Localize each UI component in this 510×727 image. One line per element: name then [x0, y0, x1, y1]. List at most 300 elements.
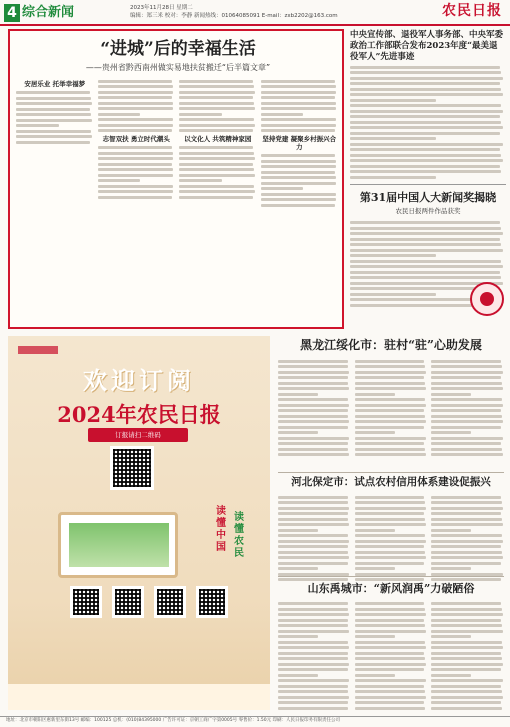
featured-subtitle: ——贵州省黔西南州做实易地扶贫搬迁“后半篇文章” [85, 63, 271, 72]
text-line [350, 176, 436, 179]
text-line [278, 545, 348, 548]
article-title: 山东禹城市：“新风润禹”力破陋俗 [307, 582, 475, 595]
text-line [179, 118, 254, 121]
text-line [179, 157, 255, 160]
text-line [431, 448, 501, 451]
text-line [261, 80, 335, 83]
text-line [355, 540, 426, 543]
article-yucheng[interactable] [278, 582, 504, 712]
article-title: 黑龙江绥化市：驻村“驻”心助发展 [300, 338, 482, 352]
text-line [350, 276, 501, 279]
text-line [431, 371, 502, 374]
text-line [355, 387, 426, 390]
text-line [350, 232, 503, 235]
text-line [431, 696, 502, 699]
text-line [431, 545, 501, 548]
text-line [431, 567, 471, 570]
text-line [278, 420, 349, 423]
text-line [350, 126, 503, 129]
text-line [278, 398, 348, 401]
text-line [278, 608, 348, 611]
text-line [350, 154, 501, 157]
text-line [431, 619, 501, 622]
text-line [179, 129, 253, 132]
text-line [278, 501, 348, 504]
text-line [350, 82, 500, 85]
text-line [179, 168, 254, 171]
article-body [278, 600, 504, 712]
text-line [278, 562, 348, 565]
text-line [278, 641, 348, 644]
article-body [278, 493, 504, 585]
text-line [350, 260, 501, 263]
text-line [278, 393, 318, 396]
promo-year-title: 2024年农民日报 [57, 402, 221, 427]
text-line [350, 293, 436, 296]
veterans-headline[interactable]: 中央宣传部、退役军人事务部、中央军委政治工作部联合发布2023年度“最美退役军人”先进事迹 [350, 30, 504, 62]
text-line [431, 646, 502, 649]
text-line [278, 619, 348, 622]
text-line [350, 99, 436, 102]
text-line [355, 431, 395, 434]
text-line [278, 453, 349, 456]
text-line [355, 657, 425, 660]
promo-vertical-slogans [214, 506, 256, 576]
text-line [350, 71, 501, 74]
text-line [179, 96, 253, 99]
text-line [261, 118, 336, 121]
masthead-logo: 农民日报 [442, 3, 502, 19]
text-line [355, 635, 395, 638]
header-meta [130, 4, 380, 20]
text-line [431, 540, 502, 543]
divider [278, 576, 504, 577]
text-line [278, 529, 318, 532]
text-line [98, 129, 172, 132]
phone-illustration-icon [58, 512, 178, 578]
promo-slogan: 读懂农民 [234, 512, 244, 559]
text-line [278, 567, 318, 570]
qr-code-icon[interactable] [112, 586, 144, 618]
text-line [179, 190, 255, 193]
text-line [261, 129, 335, 132]
text-line [431, 398, 501, 401]
text-line [350, 271, 500, 274]
text-line [278, 646, 349, 649]
section-title: 综合新闻 [22, 5, 75, 20]
text-line [278, 442, 348, 445]
text-line [355, 619, 425, 622]
text-line [98, 113, 141, 116]
featured-column [98, 77, 176, 325]
text-line [350, 115, 500, 118]
text-line [431, 534, 501, 537]
text-line [179, 152, 254, 155]
featured-title: “进城”后的幸福生活 [100, 39, 256, 59]
text-line [278, 404, 349, 407]
text-line [431, 685, 501, 688]
text-line [355, 398, 425, 401]
text-line [278, 382, 348, 385]
text-line [278, 426, 348, 429]
text-line [278, 371, 349, 374]
text-line [179, 146, 253, 149]
text-line [261, 187, 304, 190]
text-line [16, 124, 59, 127]
text-line [355, 701, 425, 704]
text-line [278, 365, 348, 368]
text-line [179, 179, 222, 182]
text-line [350, 104, 501, 107]
text-line [98, 118, 173, 121]
emblem-icon [470, 282, 504, 316]
text-line [350, 265, 503, 268]
text-line [355, 415, 425, 418]
text-line [98, 80, 172, 83]
text-line [355, 578, 425, 581]
article-baoding[interactable] [278, 476, 504, 572]
text-line [98, 107, 174, 110]
text-line [431, 404, 502, 407]
text-line [179, 85, 254, 88]
text-line [355, 534, 425, 537]
qr-code-icon[interactable] [196, 586, 228, 618]
text-line [278, 496, 348, 499]
featured-article[interactable] [8, 29, 344, 329]
text-line [261, 107, 337, 110]
text-line [179, 196, 253, 199]
text-line [350, 159, 503, 162]
text-line [278, 657, 348, 660]
text-line [431, 523, 502, 526]
text-line [278, 663, 349, 666]
text-line [16, 108, 90, 111]
text-line [16, 130, 91, 133]
promo-slogan: 读懂中国 [216, 506, 226, 553]
text-line [431, 657, 501, 660]
text-line [278, 415, 348, 418]
text-line [350, 93, 503, 96]
text-line [16, 102, 92, 105]
text-line [261, 160, 336, 163]
text-line [355, 507, 426, 510]
text-line [98, 152, 173, 155]
text-line [431, 360, 501, 363]
featured-body [16, 77, 338, 325]
text-line [355, 602, 425, 605]
article-suihua[interactable] [278, 338, 504, 468]
text-line [431, 679, 502, 682]
text-line [261, 204, 335, 207]
qr-code-icon[interactable] [70, 586, 102, 618]
text-line [261, 91, 337, 94]
text-line [355, 448, 425, 451]
text-line [355, 518, 425, 521]
text-line [431, 635, 471, 638]
text-line [98, 157, 174, 160]
text-line [261, 193, 336, 196]
text-line [431, 393, 471, 396]
text-line [261, 182, 337, 185]
text-line [261, 124, 337, 127]
text-line [278, 701, 348, 704]
text-line [431, 529, 471, 532]
text-line [431, 518, 501, 521]
featured-column [261, 77, 339, 325]
text-line [278, 696, 349, 699]
text-line [431, 507, 502, 510]
text-line [355, 545, 425, 548]
text-line [355, 674, 395, 677]
text-line [431, 437, 502, 440]
text-line [261, 154, 335, 157]
text-line [179, 174, 255, 177]
text-line [431, 501, 501, 504]
text-line [278, 534, 348, 537]
text-line [431, 652, 501, 655]
subscription-promo[interactable] [8, 336, 270, 710]
right-top-column [350, 30, 506, 330]
text-line [355, 690, 425, 693]
text-line [278, 707, 348, 710]
text-line [278, 409, 348, 412]
text-line [355, 663, 426, 666]
text-line [350, 143, 503, 146]
featured-column [16, 77, 94, 325]
text-line [431, 562, 501, 565]
text-line [278, 556, 349, 559]
page-number: 4 [4, 4, 20, 22]
text-line [16, 119, 92, 122]
page-footer: 地址：北京市朝阳区惠新里东街13号 邮编：100125 总机：(010)84395000 广告许可证：京朝工商广字第0005号 零售价：1.50元 印刷：人民日报印务有限责任公司 [0, 716, 510, 727]
text-line [278, 540, 349, 543]
text-line [431, 624, 501, 627]
text-line [355, 496, 425, 499]
text-line [278, 602, 348, 605]
text-line [98, 168, 173, 171]
text-line [16, 91, 90, 94]
text-line [431, 431, 471, 434]
text-line [355, 437, 426, 440]
text-line [98, 179, 141, 182]
text-line [355, 442, 425, 445]
text-line [278, 518, 348, 521]
text-line [355, 404, 426, 407]
text-line [355, 512, 425, 515]
text-line [350, 165, 500, 168]
text-line [431, 674, 471, 677]
text-line [278, 507, 349, 510]
text-line [355, 608, 425, 611]
text-line [278, 679, 349, 682]
promo-welcome: 欢迎订阅 [83, 366, 195, 395]
text-line [350, 148, 500, 151]
text-line [431, 512, 501, 515]
text-line [355, 646, 426, 649]
text-line [350, 110, 503, 113]
date-line: 2023年11月28日 星期二 [130, 5, 193, 11]
award-subtitle: 农民日报两件作品获奖 [395, 206, 461, 215]
text-line [431, 551, 501, 554]
text-line [355, 365, 425, 368]
text-line [278, 652, 348, 655]
text-line [355, 668, 425, 671]
text-line [261, 165, 337, 168]
qr-code-icon[interactable] [110, 446, 154, 490]
page-header [0, 0, 510, 26]
text-line [355, 613, 426, 616]
text-line [179, 80, 253, 83]
text-line [431, 496, 501, 499]
text-line [278, 578, 348, 581]
text-line [278, 376, 348, 379]
text-line [261, 176, 336, 179]
text-line [98, 124, 174, 127]
text-line [431, 415, 501, 418]
text-line [16, 97, 91, 100]
text-line [98, 163, 172, 166]
text-line [278, 630, 349, 633]
text-line [431, 365, 501, 368]
text-line [431, 376, 501, 379]
featured-subhead: 安居乐业 托举幸福梦 [24, 80, 86, 88]
text-line [261, 102, 336, 105]
text-line [431, 409, 501, 412]
featured-subhead: 志智双扶 勇立时代潮头 [102, 135, 170, 143]
text-line [355, 630, 426, 633]
text-line [350, 254, 436, 257]
text-line [350, 243, 501, 246]
promo-qr-label: 订报请扫二维码 [88, 428, 188, 442]
text-line [98, 96, 172, 99]
text-line [350, 88, 501, 91]
text-line [431, 426, 501, 429]
text-line [355, 371, 426, 374]
featured-subhead: 坚持党建 凝聚乡村振兴合力 [262, 135, 337, 152]
text-line [278, 387, 349, 390]
text-line [355, 679, 426, 682]
text-line [261, 96, 335, 99]
text-line [431, 453, 502, 456]
text-line [355, 360, 425, 363]
text-line [355, 624, 425, 627]
article-title: 河北保定市：试点农村信用体系建设促振兴 [291, 476, 491, 488]
featured-subhead: 以文化人 共筑精神家园 [184, 135, 252, 143]
text-line [98, 91, 174, 94]
qr-code-icon[interactable] [154, 586, 186, 618]
text-line [98, 102, 173, 105]
text-line [431, 578, 501, 581]
promo-footer-strip [8, 684, 270, 710]
text-line [431, 690, 501, 693]
text-line [350, 77, 503, 80]
text-line [355, 382, 425, 385]
text-line [278, 448, 348, 451]
text-line [355, 685, 425, 688]
text-line [355, 426, 425, 429]
text-line [179, 163, 253, 166]
text-line [179, 124, 255, 127]
text-line [355, 409, 425, 412]
featured-column [179, 77, 257, 325]
text-line [98, 146, 172, 149]
text-line [179, 102, 254, 105]
text-line [278, 431, 318, 434]
text-line [355, 453, 426, 456]
text-line [350, 249, 503, 252]
text-line [278, 437, 349, 440]
editor-line: 编辑：郑三米 校对：李静 新闻热线：01064085091 E-mail：zxb2202@163.com [130, 13, 338, 19]
text-line [350, 227, 501, 230]
text-line [98, 85, 173, 88]
text-line [16, 113, 91, 116]
text-line [278, 523, 349, 526]
text-line [350, 170, 501, 173]
text-line [278, 635, 318, 638]
text-line [278, 685, 348, 688]
text-line [278, 512, 348, 515]
text-line [355, 696, 426, 699]
text-line [355, 551, 425, 554]
text-line [278, 690, 348, 693]
text-line [350, 221, 500, 224]
text-line [278, 551, 348, 554]
text-line [431, 668, 501, 671]
text-line [355, 376, 425, 379]
text-line [98, 185, 173, 188]
text-line [16, 135, 92, 138]
text-line [350, 238, 500, 241]
text-line [355, 652, 425, 655]
text-line [350, 66, 500, 69]
text-line [431, 556, 502, 559]
text-line [355, 393, 395, 396]
text-line [350, 137, 436, 140]
text-line [16, 141, 90, 144]
text-line [355, 562, 425, 565]
text-line [355, 641, 425, 644]
text-line [431, 613, 502, 616]
text-line [431, 608, 501, 611]
text-line [431, 630, 502, 633]
text-line [431, 663, 502, 666]
text-line [179, 185, 254, 188]
text-line [278, 613, 349, 616]
text-line [355, 523, 426, 526]
text-line [179, 91, 255, 94]
text-line [350, 132, 500, 135]
text-line [431, 420, 502, 423]
text-line [355, 501, 425, 504]
text-line [355, 567, 395, 570]
text-line [278, 624, 348, 627]
divider [278, 472, 504, 473]
award-title[interactable]: 第31届中国人大新闻奖揭晓 [359, 191, 497, 204]
text-line [261, 198, 337, 201]
text-line [179, 107, 255, 110]
text-line [431, 382, 501, 385]
text-line [98, 196, 172, 199]
text-line [261, 171, 335, 174]
text-line [350, 121, 501, 124]
article-body [278, 357, 504, 461]
text-line [179, 113, 222, 116]
promo-logo-icon [18, 346, 58, 354]
text-line [98, 190, 174, 193]
text-line [431, 602, 501, 605]
text-line [278, 360, 348, 363]
text-line [431, 707, 501, 710]
